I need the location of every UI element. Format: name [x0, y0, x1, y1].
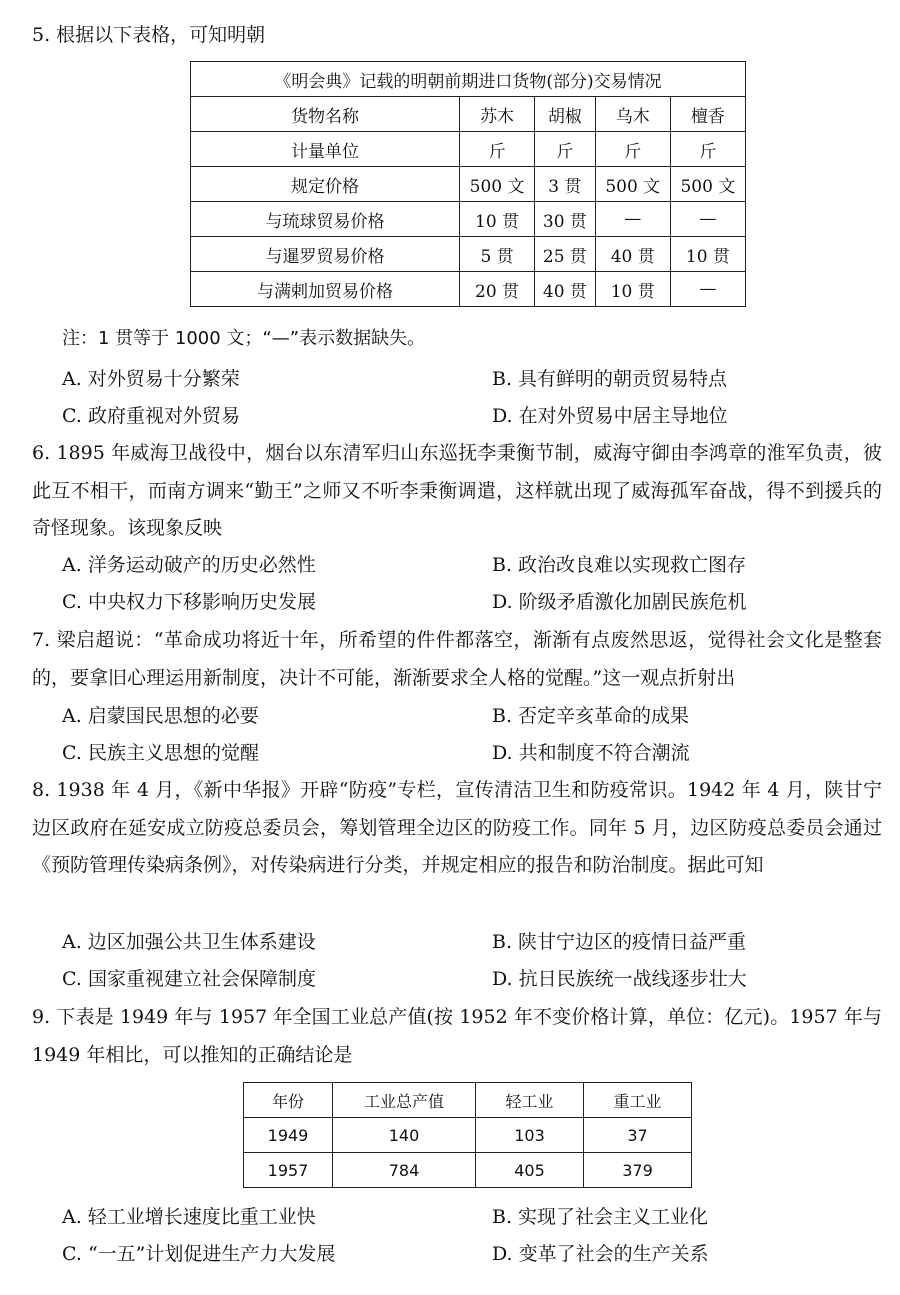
- table-cell: 405: [476, 1153, 584, 1188]
- q6-option-d[interactable]: D. 阶级矛盾激化加剧民族危机: [492, 591, 747, 613]
- table-cell: 30 贯: [535, 202, 596, 237]
- table-cell: 10 贯: [460, 202, 535, 237]
- q5-table: [190, 61, 746, 307]
- table-cell: 斤: [535, 132, 596, 167]
- q5-stem: 5. 根据以下表格，可知明朝: [32, 24, 266, 46]
- q6-option-b[interactable]: B. 政治改良难以实现救亡图存: [492, 554, 747, 576]
- table-cell: 胡椒: [535, 97, 596, 132]
- table-row: [191, 202, 746, 237]
- q7-option-b[interactable]: B. 否定辛亥革命的成果: [492, 705, 690, 727]
- table-cell: 784: [333, 1153, 476, 1188]
- q7-stem: [32, 622, 882, 697]
- table-row: [244, 1083, 692, 1118]
- q6-option-a[interactable]: A. 洋务运动破产的历史必然性: [62, 554, 316, 576]
- table-cell: 500 文: [670, 167, 745, 202]
- table-cell: 重工业: [584, 1083, 692, 1118]
- q9-option-d[interactable]: D. 变革了社会的生产关系: [492, 1243, 709, 1265]
- q7-stem-text: 7. 梁启超说：“革命成功将近十年，所希望的件件都落空，渐渐有点废然思返，觉得社会文化是整套的，要拿旧心理运用新制度，决计不可能，渐渐要求全人格的觉醒。”这一观点折射出: [32, 629, 882, 689]
- q9-stem: [32, 999, 882, 1074]
- q7-option-d[interactable]: D. 共和制度不符合潮流: [492, 742, 690, 764]
- table-row: [191, 167, 746, 202]
- q5-option-c[interactable]: C. 政府重视对外贸易: [62, 405, 240, 427]
- table-cell: 10 贯: [595, 272, 670, 307]
- q9-stem-text: 9. 下表是 1949 年与 1957 年全国工业总产值(按 1952 年不变价格计算，单位：亿元)。1957 年与 1949 年相比，可以推知的正确结论是: [32, 1006, 882, 1066]
- table-row: [191, 97, 746, 132]
- table-cell: —: [595, 202, 670, 237]
- table-cell: 40 贯: [595, 237, 670, 272]
- table-row: [191, 272, 746, 307]
- table-cell: 货物名称: [191, 97, 460, 132]
- table-cell: 103: [476, 1118, 584, 1153]
- q5-option-d[interactable]: D. 在对外贸易中居主导地位: [492, 405, 728, 427]
- q8-option-d[interactable]: D. 抗日民族统一战线逐步壮大: [492, 968, 747, 990]
- table-cell: 斤: [595, 132, 670, 167]
- table-row: [191, 237, 746, 272]
- q5-table-caption: 《明会典》记载的明朝前期进口货物(部分)交易情况: [191, 62, 746, 97]
- table-cell: 20 贯: [460, 272, 535, 307]
- q8-stem-text: 8. 1938 年 4 月，《新中华报》开辟“防疫”专栏，宣传清洁卫生和防疫常识。1942 年 4 月，陕甘宁边区政府在延安成立防疫总委员会，筹划管理全边区的防疫工作。同年 5 月，边区防疫总委员会通过《预防管理传染病条例》，对传染病进行分类，并规定相应的报告和防治制度。据此可知: [32, 779, 882, 876]
- q7-option-a[interactable]: A. 启蒙国民思想的必要: [62, 705, 259, 727]
- q6-option-c[interactable]: C. 中央权力下移影响历史发展: [62, 591, 316, 613]
- q9-option-c[interactable]: C. “一五”计划促进生产力大发展: [62, 1243, 336, 1265]
- table-cell: —: [670, 272, 745, 307]
- table-cell: 500 文: [460, 167, 535, 202]
- table-cell: 苏木: [460, 97, 535, 132]
- table-cell: 檀香: [670, 97, 745, 132]
- table-cell: 年份: [244, 1083, 333, 1118]
- q5-note: 注：1 贯等于 1000 文；“—”表示数据缺失。: [62, 328, 426, 349]
- table-cell: 10 贯: [670, 237, 745, 272]
- table-cell: 500 文: [595, 167, 670, 202]
- table-cell: 5 贯: [460, 237, 535, 272]
- table-cell: 斤: [460, 132, 535, 167]
- table-cell: 与暹罗贸易价格: [191, 237, 460, 272]
- table-cell: 37: [584, 1118, 692, 1153]
- q6-stem: [32, 435, 882, 548]
- table-row: [191, 132, 746, 167]
- q5-option-a[interactable]: A. 对外贸易十分繁荣: [62, 368, 240, 390]
- table-cell: 规定价格: [191, 167, 460, 202]
- table-cell: 1957: [244, 1153, 333, 1188]
- q6-stem-text: 6. 1895 年威海卫战役中，烟台以东清军归山东巡抚李秉衡节制，威海守御由李鸿章的淮军负责，彼此互不相干，而南方调来“勤王”之师又不听李秉衡调遣，这样就出现了威海孤军奋战，得不到援兵的奇怪现象。该现象反映: [32, 442, 882, 539]
- table-cell: 40 贯: [535, 272, 596, 307]
- q5-option-b[interactable]: B. 具有鲜明的朝贡贸易特点: [492, 368, 728, 390]
- q8-stem: [32, 772, 882, 885]
- table-cell: 与琉球贸易价格: [191, 202, 460, 237]
- table-cell: 25 贯: [535, 237, 596, 272]
- table-cell: 斤: [670, 132, 745, 167]
- table-row: [244, 1118, 692, 1153]
- q7-option-c[interactable]: C. 民族主义思想的觉醒: [62, 742, 259, 764]
- table-cell: 乌木: [595, 97, 670, 132]
- table-cell: —: [670, 202, 745, 237]
- table-cell: 与满剌加贸易价格: [191, 272, 460, 307]
- q8-option-a[interactable]: A. 边区加强公共卫生体系建设: [62, 931, 316, 953]
- table-cell: 379: [584, 1153, 692, 1188]
- table-cell: 140: [333, 1118, 476, 1153]
- q8-option-b[interactable]: B. 陕甘宁边区的疫情日益严重: [492, 931, 747, 953]
- q8-option-c[interactable]: C. 国家重视建立社会保障制度: [62, 968, 316, 990]
- table-cell: 计量单位: [191, 132, 460, 167]
- q9-table: [243, 1082, 692, 1188]
- q9-option-a[interactable]: A. 轻工业增长速度比重工业快: [62, 1206, 316, 1228]
- table-cell: 轻工业: [476, 1083, 584, 1118]
- table-row: [244, 1153, 692, 1188]
- table-cell: 工业总产值: [333, 1083, 476, 1118]
- table-cell: 3 贯: [535, 167, 596, 202]
- q9-option-b[interactable]: B. 实现了社会主义工业化: [492, 1206, 709, 1228]
- table-cell: 1949: [244, 1118, 333, 1153]
